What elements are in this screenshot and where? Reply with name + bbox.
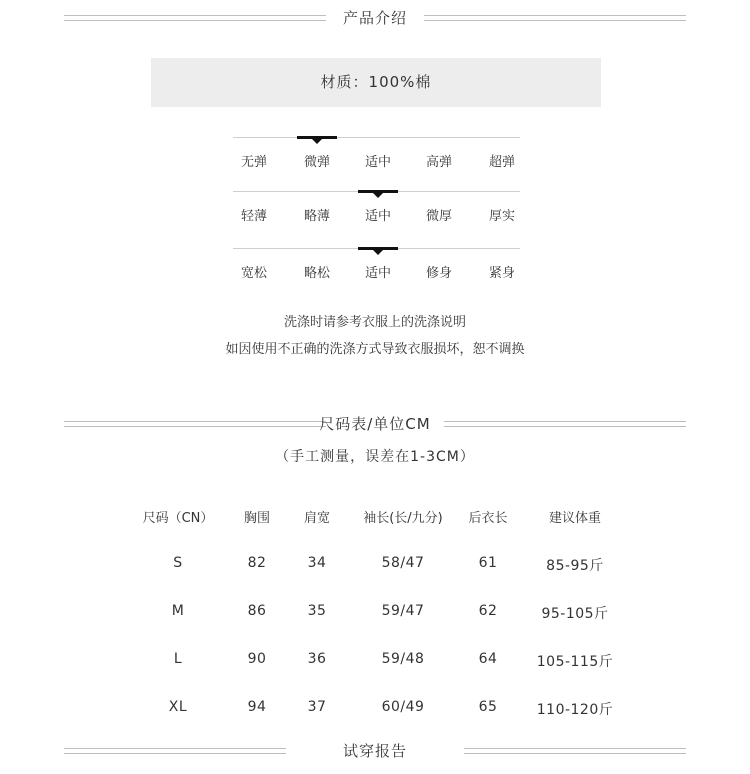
section-title: 产品介绍 bbox=[342, 9, 407, 27]
table-header-cell: 肩宽 bbox=[303, 511, 330, 526]
section-title: 试穿报告 bbox=[342, 742, 407, 760]
scale-option: 微弹 bbox=[303, 155, 330, 170]
product-intro-header bbox=[0, 8, 750, 28]
table-cell: 95-105斤 bbox=[541, 606, 609, 622]
scale-marker bbox=[358, 190, 398, 193]
table-header-cell: 胸围 bbox=[243, 511, 270, 526]
elasticity-scale bbox=[233, 137, 520, 181]
material-banner: 材质：100%棉 bbox=[151, 58, 601, 107]
scale-option: 轻薄 bbox=[240, 209, 267, 224]
scale-option: 厚实 bbox=[488, 209, 515, 224]
scale-option: 略薄 bbox=[303, 209, 330, 224]
size-chart-header bbox=[0, 414, 750, 434]
table-header-cell: 袖长(长/九分) bbox=[363, 511, 443, 526]
divider-left bbox=[64, 421, 326, 427]
table-cell: 94 bbox=[247, 699, 267, 715]
table-cell: 37 bbox=[307, 699, 327, 715]
table-cell: 82 bbox=[247, 555, 267, 571]
table-cell: 65 bbox=[478, 699, 498, 715]
wash-note-1: 洗涤时请参考衣服上的洗涤说明 bbox=[283, 315, 466, 330]
table-cell: 35 bbox=[307, 603, 327, 619]
scale-line bbox=[233, 137, 520, 138]
scale-option: 紧身 bbox=[488, 266, 515, 281]
divider-right bbox=[424, 15, 686, 21]
table-cell: 90 bbox=[247, 651, 267, 667]
divider-right bbox=[464, 748, 686, 754]
thickness-scale bbox=[233, 191, 520, 235]
table-row-size: XL bbox=[168, 699, 188, 715]
table-header-cell: 尺码（CN） bbox=[142, 511, 214, 526]
table-cell: 59/47 bbox=[381, 603, 425, 619]
table-row-size: L bbox=[173, 651, 183, 667]
scale-marker bbox=[358, 247, 398, 250]
fit-scale bbox=[233, 248, 520, 292]
scale-option: 超弹 bbox=[488, 155, 515, 170]
try-on-header bbox=[0, 741, 750, 761]
table-cell: 105-115斤 bbox=[536, 654, 614, 670]
table-cell: 61 bbox=[478, 555, 498, 571]
scale-option: 无弹 bbox=[240, 155, 267, 170]
measure-note: （手工测量，误差在1-3CM） bbox=[275, 449, 475, 465]
table-cell: 34 bbox=[307, 555, 327, 571]
wash-note-2: 如因使用不正确的洗涤方式导致衣服损坏，恕不调换 bbox=[225, 342, 525, 357]
scale-option: 略松 bbox=[303, 266, 330, 281]
scale-option: 微厚 bbox=[425, 209, 452, 224]
table-header-cell: 后衣长 bbox=[468, 511, 508, 526]
table-cell: 86 bbox=[247, 603, 267, 619]
table-cell: 85-95斤 bbox=[546, 558, 604, 574]
table-header-cell: 建议体重 bbox=[548, 511, 601, 526]
table-row-size: M bbox=[171, 603, 185, 619]
table-cell: 64 bbox=[478, 651, 498, 667]
scale-option: 适中 bbox=[364, 155, 391, 170]
scale-option: 高弹 bbox=[425, 155, 452, 170]
scale-option: 适中 bbox=[364, 209, 391, 224]
table-cell: 58/47 bbox=[381, 555, 425, 571]
divider-left bbox=[64, 748, 286, 754]
scale-option: 宽松 bbox=[240, 266, 267, 281]
table-cell: 62 bbox=[478, 603, 498, 619]
table-row-size: S bbox=[173, 555, 183, 571]
divider-left bbox=[64, 15, 326, 21]
table-cell: 59/48 bbox=[381, 651, 425, 667]
table-cell: 60/49 bbox=[381, 699, 425, 715]
table-cell: 110-120斤 bbox=[536, 702, 614, 718]
section-title: 尺码表/单位CM bbox=[319, 415, 431, 433]
scale-option: 适中 bbox=[364, 266, 391, 281]
divider-right bbox=[444, 421, 686, 427]
table-cell: 36 bbox=[307, 651, 327, 667]
scale-marker bbox=[297, 136, 337, 139]
scale-option: 修身 bbox=[425, 266, 452, 281]
